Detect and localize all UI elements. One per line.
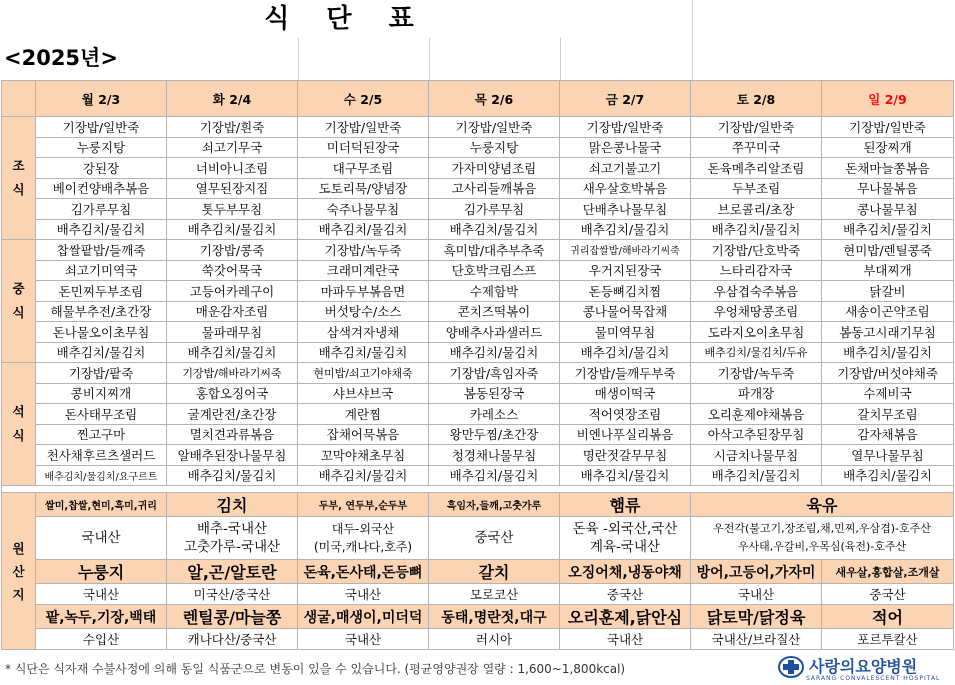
menu-item: 단호박크림스프 xyxy=(429,260,560,281)
menu-row xyxy=(2,363,954,384)
menu-item: 배추김치/물김치 xyxy=(36,342,167,363)
menu-item: 샤브샤브국 xyxy=(298,383,429,404)
menu-item: 배추김치/물김치 xyxy=(691,219,822,240)
origin-value: 국내산/브라질산 xyxy=(691,629,822,650)
origin-value-row xyxy=(2,584,954,605)
origin-value: 국내산 xyxy=(36,517,167,560)
menu-item: 톳두부무침 xyxy=(167,199,298,220)
menu-item: 기장밥/콩죽 xyxy=(167,240,298,261)
origin-category: 햄류 xyxy=(560,493,691,517)
origin-category: 새우살,홍합살,조개살 xyxy=(822,560,954,584)
menu-item: 흑미밥/대추부추죽 xyxy=(429,240,560,261)
menu-item: 귀리잡쌀밥/해바라기씨죽 xyxy=(560,240,691,261)
menu-item: 배추김치/물김치 xyxy=(167,465,298,486)
menu-item: 기장밥/들깨두부죽 xyxy=(560,363,691,384)
hospital-logo xyxy=(778,654,941,682)
menu-item: 기장밥/흑임자죽 xyxy=(429,363,560,384)
origin-category: 김치 xyxy=(167,493,298,517)
day-header: 금 2/7 xyxy=(560,81,691,117)
menu-item: 맑은콩나물국 xyxy=(560,137,691,158)
menu-item: 양배추사과샐러드 xyxy=(429,322,560,343)
menu-row xyxy=(2,137,954,158)
menu-item: 해물부추전/초간장 xyxy=(36,301,167,322)
menu-item: 크래미계란국 xyxy=(298,260,429,281)
menu-item: 천사채후르츠샐러드 xyxy=(36,445,167,466)
divider xyxy=(692,0,693,80)
origin-category: 방어,고등어,가자미 xyxy=(691,560,822,584)
menu-item: 매생이떡국 xyxy=(560,383,691,404)
origin-value: 우전각(불고기,장조림,채,민찌,우삼겹)-호주산 우사태,우갈비,우목심(육전)-호주산 xyxy=(691,517,954,560)
menu-item: 찐고구마 xyxy=(36,424,167,445)
menu-item: 콩비지찌개 xyxy=(36,383,167,404)
menu-item: 배추김치/물김치 xyxy=(822,465,954,486)
origin-header-row xyxy=(2,560,954,584)
origin-category: 흑임자,들깨,고춧가루 xyxy=(429,493,560,517)
menu-row xyxy=(2,260,954,281)
menu-item: 마파두부볶음면 xyxy=(298,281,429,302)
day-header: 목 2/6 xyxy=(429,81,560,117)
menu-item: 쇠고기무국 xyxy=(167,137,298,158)
menu-row xyxy=(2,465,954,486)
menu-item: 갈치무조림 xyxy=(822,404,954,425)
menu-item: 물미역무침 xyxy=(560,322,691,343)
origin-label: 원 산 지 xyxy=(2,493,36,650)
origin-value: 국내산 xyxy=(36,584,167,605)
menu-item: 기장밥/일반죽 xyxy=(560,117,691,138)
menu-item: 꼬막야채초무침 xyxy=(298,445,429,466)
menu-item: 파개장 xyxy=(691,383,822,404)
menu-item: 새우살호박볶음 xyxy=(560,178,691,199)
menu-item: 고사리들깨볶음 xyxy=(429,178,560,199)
footnote: * 식단은 식자재 수불사정에 의해 동일 식품군으로 변동이 있을 수 있습니다. (평균영양권장 열량 : 1,600~1,800kcal) xyxy=(5,662,626,676)
menu-item: 배추김치/물김치/두유 xyxy=(691,342,822,363)
menu-row xyxy=(2,240,954,261)
origin-value: 중국산 xyxy=(822,584,954,605)
menu-item: 열무나물무침 xyxy=(822,445,954,466)
origin-value: 포르투칼산 xyxy=(822,629,954,650)
origin-value: 국내산 xyxy=(298,584,429,605)
divider xyxy=(429,38,430,80)
menu-item: 비엔나푸실리볶음 xyxy=(560,424,691,445)
menu-item: 무나물볶음 xyxy=(822,178,954,199)
origin-category: 누룽지 xyxy=(36,560,167,584)
menu-row xyxy=(2,219,954,240)
menu-item: 기장밥/해바라기씨죽 xyxy=(167,363,298,384)
menu-item: 기장밥/녹두죽 xyxy=(691,363,822,384)
origin-value: 국내산 xyxy=(691,584,822,605)
menu-item: 기장밥/버섯야채죽 xyxy=(822,363,954,384)
day-header: 토 2/8 xyxy=(691,81,822,117)
menu-item: 명란젓갈무무침 xyxy=(560,445,691,466)
menu-item: 닭갈비 xyxy=(822,281,954,302)
menu-item: 배추김치/물김치 xyxy=(298,342,429,363)
origin-category: 갈치 xyxy=(429,560,560,584)
menu-item: 돈채마늘쫑볶음 xyxy=(822,158,954,179)
menu-item: 미더덕된장국 xyxy=(298,137,429,158)
menu-item: 도라지오이초무침 xyxy=(691,322,822,343)
menu-item: 배추김치/물김치 xyxy=(822,342,954,363)
origin-category: 쌀미,찹쌀,현미,흑미,귀리 xyxy=(36,493,167,517)
day-header: 화 2/4 xyxy=(167,81,298,117)
menu-row xyxy=(2,158,954,179)
menu-item: 삼색겨자냉채 xyxy=(298,322,429,343)
menu-item: 누룽지탕 xyxy=(36,137,167,158)
menu-row xyxy=(2,424,954,445)
menu-item: 베이컨양배추볶음 xyxy=(36,178,167,199)
menu-row xyxy=(2,281,954,302)
menu-item: 김가루무침 xyxy=(36,199,167,220)
origin-value: 중국산 xyxy=(560,584,691,605)
menu-item: 쇠고기미역국 xyxy=(36,260,167,281)
origin-category: 오징어채,냉동야채 xyxy=(560,560,691,584)
menu-row xyxy=(2,301,954,322)
menu-item: 된장찌개 xyxy=(822,137,954,158)
menu-item: 기장밥/일반죽 xyxy=(691,117,822,138)
divider xyxy=(560,38,561,80)
origin-value: 중국산 xyxy=(429,517,560,560)
origin-value: 러시아 xyxy=(429,629,560,650)
menu-item: 배추김치/물김치 xyxy=(822,219,954,240)
origin-category: 두부, 연두부,순두부 xyxy=(298,493,429,517)
menu-item: 돈나물오이초무침 xyxy=(36,322,167,343)
menu-row xyxy=(2,322,954,343)
menu-item: 고등어카레구이 xyxy=(167,281,298,302)
menu-item: 배추김치/물김치 xyxy=(298,465,429,486)
origin-category: 닭토막/닭정육 xyxy=(691,605,822,629)
meal-label: 조 식 xyxy=(2,117,36,240)
origin-category: 육유 xyxy=(691,493,954,517)
origin-header-row xyxy=(2,605,954,629)
menu-item: 우거지된장국 xyxy=(560,260,691,281)
menu-item: 시금치나물무침 xyxy=(691,445,822,466)
origin-category: 적어 xyxy=(822,605,954,629)
menu-item: 도토리묵/양념장 xyxy=(298,178,429,199)
menu-item: 수제함박 xyxy=(429,281,560,302)
menu-item: 잡채어묵볶음 xyxy=(298,424,429,445)
menu-item: 오리훈제야채볶음 xyxy=(691,404,822,425)
origin-value: 수입산 xyxy=(36,629,167,650)
origin-header-row xyxy=(2,493,954,517)
menu-item: 멸치견과류볶음 xyxy=(167,424,298,445)
menu-item: 콘치즈떡볶이 xyxy=(429,301,560,322)
menu-item: 홍합오징어국 xyxy=(167,383,298,404)
menu-item: 돈민찌두부조림 xyxy=(36,281,167,302)
origin-category: 렌틸콩/마늘쫑 xyxy=(167,605,298,629)
menu-item: 숙주나물무침 xyxy=(298,199,429,220)
menu-item: 배추김치/물김치 xyxy=(691,465,822,486)
menu-item: 배추김치/물김치 xyxy=(167,219,298,240)
menu-item: 기장밥/단호박죽 xyxy=(691,240,822,261)
day-header-row xyxy=(2,81,954,117)
origin-value: 국내산 xyxy=(560,629,691,650)
menu-item: 청경채나물무침 xyxy=(429,445,560,466)
menu-item: 김가루무침 xyxy=(429,199,560,220)
menu-item: 우엉채땅콩조림 xyxy=(691,301,822,322)
origin-value: 모로코산 xyxy=(429,584,560,605)
menu-item: 배추김치/물김치 xyxy=(560,342,691,363)
menu-item: 기장밥/일반죽 xyxy=(429,117,560,138)
menu-item: 현미밥/쇠고기야채죽 xyxy=(298,363,429,384)
menu-table xyxy=(1,80,954,650)
menu-item: 단배추나물무침 xyxy=(560,199,691,220)
menu-item: 느타리감자국 xyxy=(691,260,822,281)
menu-item: 매운감자조림 xyxy=(167,301,298,322)
menu-row xyxy=(2,383,954,404)
menu-item: 배추김치/물김치 xyxy=(298,219,429,240)
meal-label: 중 식 xyxy=(2,240,36,363)
menu-row xyxy=(2,404,954,425)
menu-item: 새송이곤약조림 xyxy=(822,301,954,322)
menu-item: 굴계란전/초간장 xyxy=(167,404,298,425)
menu-item: 찹쌀팥밥/들깨죽 xyxy=(36,240,167,261)
menu-item: 기장밥/흰죽 xyxy=(167,117,298,138)
menu-row xyxy=(2,117,954,138)
origin-value: 미국산/중국산 xyxy=(167,584,298,605)
logo-subtitle: SARANG CONVALESCENT HOSPITAL xyxy=(806,675,941,682)
spacer-row xyxy=(2,486,954,493)
origin-category: 알,곤/알토란 xyxy=(167,560,298,584)
menu-item: 강된장 xyxy=(36,158,167,179)
origin-category: 팥,녹두,기장,백태 xyxy=(36,605,167,629)
logo-text: 사랑의요양병원 xyxy=(809,657,918,676)
origin-value-row xyxy=(2,629,954,650)
menu-item: 너비아니조림 xyxy=(167,158,298,179)
menu-item: 배추김치/물김치 xyxy=(429,219,560,240)
menu-item: 기장밥/녹두죽 xyxy=(298,240,429,261)
origin-value: 국내산 xyxy=(298,629,429,650)
menu-item: 두부조림 xyxy=(691,178,822,199)
page-title: 식 단 표 xyxy=(264,4,428,34)
menu-item: 배추김치/물김치 xyxy=(560,465,691,486)
origin-value: 돈육 -외국산,국산 계육-국내산 xyxy=(560,517,691,560)
menu-item: 배추김치/물김치 xyxy=(429,465,560,486)
menu-item: 콩나물무침 xyxy=(822,199,954,220)
menu-item: 카레소스 xyxy=(429,404,560,425)
menu-item: 수제비국 xyxy=(822,383,954,404)
menu-item: 적어엿장조림 xyxy=(560,404,691,425)
day-header: 일 2/9 xyxy=(822,81,954,117)
menu-row xyxy=(2,178,954,199)
origin-value-row xyxy=(2,517,954,560)
menu-item: 우삼겹숙주볶음 xyxy=(691,281,822,302)
menu-item: 기장밥/일반죽 xyxy=(36,117,167,138)
menu-item: 돈육메추리알조림 xyxy=(691,158,822,179)
meal-label: 석 식 xyxy=(2,363,36,486)
origin-category: 생굴,매생이,미더덕 xyxy=(298,605,429,629)
day-header: 월 2/3 xyxy=(36,81,167,117)
origin-value: 대두-외국산 (미국,캐나다,호주) xyxy=(298,517,429,560)
menu-item: 가자미양념조림 xyxy=(429,158,560,179)
menu-item: 배추김치/물김치/요구르트 xyxy=(36,465,167,486)
menu-item: 기장밥/일반죽 xyxy=(822,117,954,138)
menu-item: 배추김치/물김치 xyxy=(36,219,167,240)
menu-item: 기장밥/팥죽 xyxy=(36,363,167,384)
origin-category: 동태,명란젓,대구 xyxy=(429,605,560,629)
origin-category: 오리훈제,닭안심 xyxy=(560,605,691,629)
menu-item: 쑥갓어묵국 xyxy=(167,260,298,281)
menu-item: 브로콜리/초장 xyxy=(691,199,822,220)
menu-item: 배추김치/물김치 xyxy=(560,219,691,240)
menu-item: 물파래무침 xyxy=(167,322,298,343)
menu-item: 돈사태무조림 xyxy=(36,404,167,425)
menu-item: 쭈꾸미국 xyxy=(691,137,822,158)
menu-item: 콩나물어묵잡채 xyxy=(560,301,691,322)
menu-item: 왕만두찜/초간장 xyxy=(429,424,560,445)
menu-item: 봄동고시래기무침 xyxy=(822,322,954,343)
menu-item: 기장밥/일반죽 xyxy=(298,117,429,138)
origin-value: 배추-국내산 고춧가루-국내산 xyxy=(167,517,298,560)
cross-icon xyxy=(778,656,804,678)
menu-row xyxy=(2,342,954,363)
menu-item: 누룽지탕 xyxy=(429,137,560,158)
menu-item: 감자채볶음 xyxy=(822,424,954,445)
menu-item: 대구무조림 xyxy=(298,158,429,179)
divider xyxy=(298,38,299,80)
day-header: 수 2/5 xyxy=(298,81,429,117)
menu-item: 봄동된장국 xyxy=(429,383,560,404)
menu-item: 아삭고추된장무침 xyxy=(691,424,822,445)
menu-item: 배추김치/물김치 xyxy=(429,342,560,363)
menu-item: 부대찌개 xyxy=(822,260,954,281)
corner-cell xyxy=(2,81,36,117)
origin-category: 돈육,돈사태,돈등뼈 xyxy=(298,560,429,584)
origin-value: 캐나다산/중국산 xyxy=(167,629,298,650)
menu-item: 배추김치/물김치 xyxy=(167,342,298,363)
menu-item: 버섯탕수/소스 xyxy=(298,301,429,322)
menu-item: 열무된장지짐 xyxy=(167,178,298,199)
menu-item: 쇠고기불고기 xyxy=(560,158,691,179)
year-label: <2025년> xyxy=(4,46,118,70)
menu-item: 돈등뼈김치찜 xyxy=(560,281,691,302)
menu-row xyxy=(2,199,954,220)
menu-row xyxy=(2,445,954,466)
menu-item: 현미밥/렌틸콩죽 xyxy=(822,240,954,261)
menu-item: 알배추된장나물무침 xyxy=(167,445,298,466)
menu-item: 계란찜 xyxy=(298,404,429,425)
